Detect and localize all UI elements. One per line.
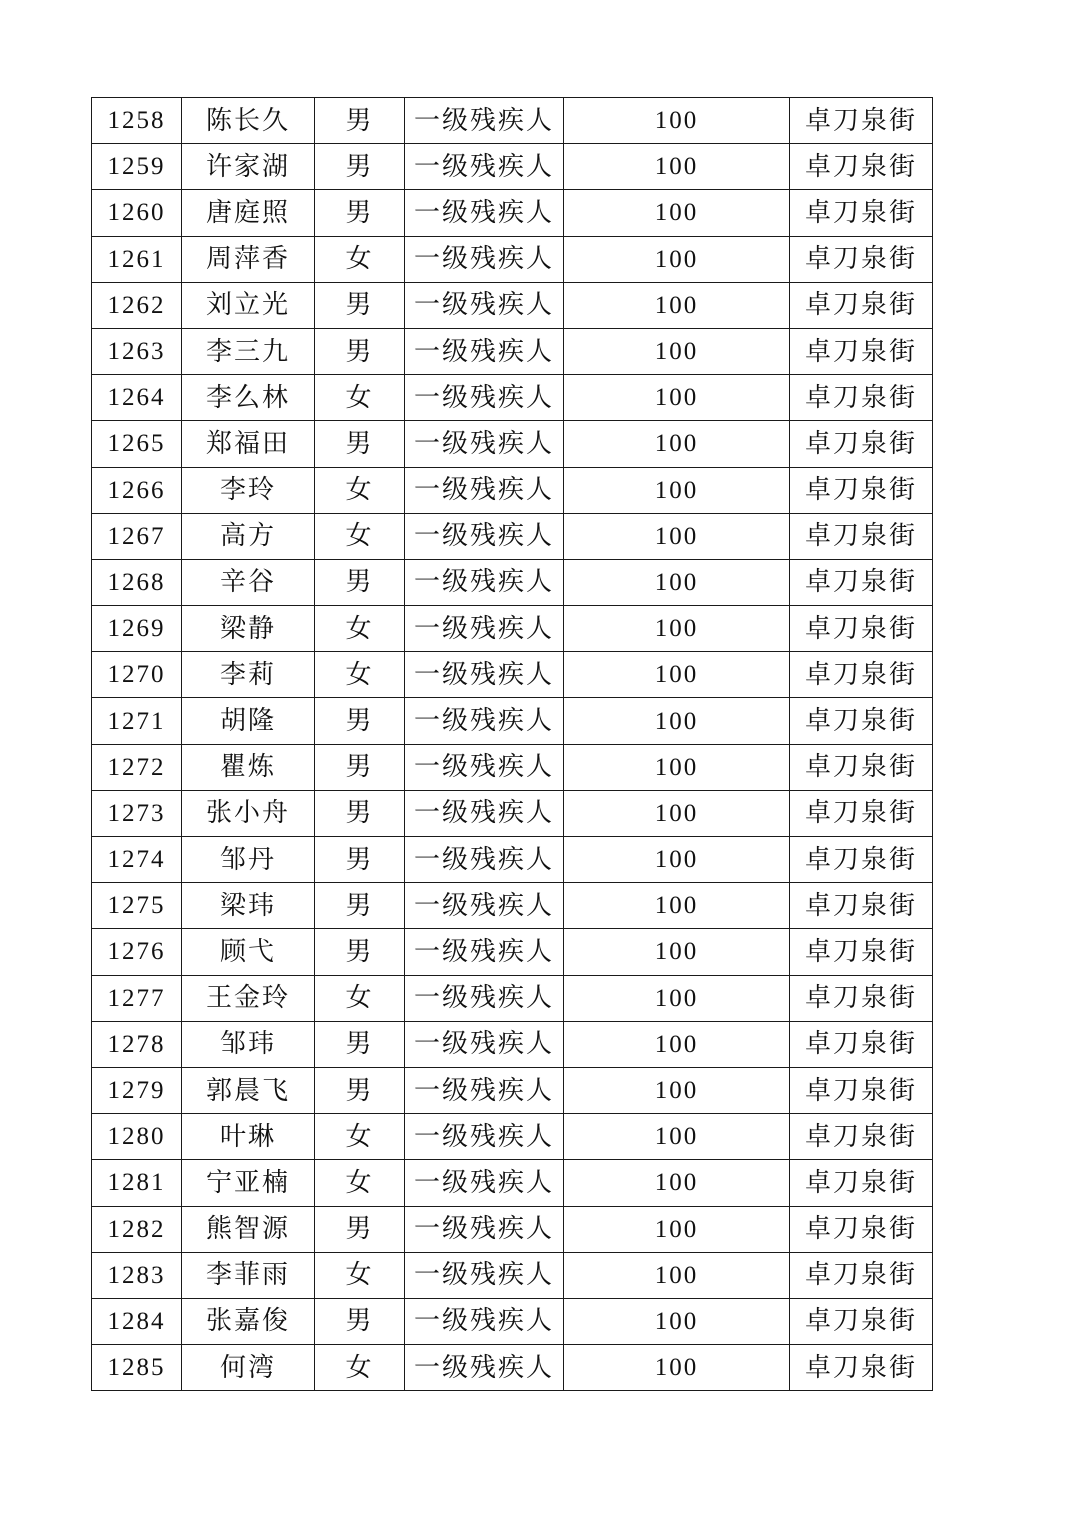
row-number-cell: 1261 — [92, 236, 182, 282]
amount-cell: 100 — [564, 929, 790, 975]
table-row — [92, 790, 933, 836]
name-cell: 邹丹 — [182, 837, 315, 883]
gender-cell: 女 — [315, 236, 405, 282]
disability-level-cell: 一级残疾人 — [405, 98, 564, 144]
table-row — [92, 1252, 933, 1298]
gender-cell: 女 — [315, 975, 405, 1021]
row-number-cell: 1275 — [92, 883, 182, 929]
table-row — [92, 883, 933, 929]
amount-cell: 100 — [564, 1345, 790, 1391]
gender-cell: 男 — [315, 421, 405, 467]
gender-cell: 女 — [315, 1345, 405, 1391]
gender-cell: 男 — [315, 837, 405, 883]
table-row — [92, 144, 933, 190]
row-number-cell: 1280 — [92, 1114, 182, 1160]
street-cell: 卓刀泉街 — [790, 144, 933, 190]
street-cell: 卓刀泉街 — [790, 1021, 933, 1067]
name-cell: 李么林 — [182, 375, 315, 421]
name-cell: 顾弋 — [182, 929, 315, 975]
gender-cell: 男 — [315, 1206, 405, 1252]
street-cell: 卓刀泉街 — [790, 98, 933, 144]
row-number-cell: 1269 — [92, 606, 182, 652]
disability-level-cell: 一级残疾人 — [405, 144, 564, 190]
table-row — [92, 1114, 933, 1160]
name-cell: 李三九 — [182, 328, 315, 374]
table-row — [92, 1160, 933, 1206]
table-row — [92, 328, 933, 374]
gender-cell: 男 — [315, 190, 405, 236]
disability-level-cell: 一级残疾人 — [405, 1114, 564, 1160]
gender-cell: 男 — [315, 144, 405, 190]
street-cell: 卓刀泉街 — [790, 698, 933, 744]
street-cell: 卓刀泉街 — [790, 975, 933, 1021]
row-number-cell: 1260 — [92, 190, 182, 236]
street-cell: 卓刀泉街 — [790, 559, 933, 605]
table-row — [92, 652, 933, 698]
street-cell: 卓刀泉街 — [790, 375, 933, 421]
street-cell: 卓刀泉街 — [790, 513, 933, 559]
table-row — [92, 375, 933, 421]
amount-cell: 100 — [564, 883, 790, 929]
amount-cell: 100 — [564, 421, 790, 467]
row-number-cell: 1268 — [92, 559, 182, 605]
street-cell: 卓刀泉街 — [790, 328, 933, 374]
gender-cell: 女 — [315, 1252, 405, 1298]
disability-level-cell: 一级残疾人 — [405, 328, 564, 374]
table-body — [92, 98, 933, 1391]
amount-cell: 100 — [564, 1252, 790, 1298]
name-cell: 刘立光 — [182, 282, 315, 328]
street-cell: 卓刀泉街 — [790, 1252, 933, 1298]
name-cell: 周萍香 — [182, 236, 315, 282]
name-cell: 唐庭照 — [182, 190, 315, 236]
street-cell: 卓刀泉街 — [790, 236, 933, 282]
amount-cell: 100 — [564, 1021, 790, 1067]
disability-level-cell: 一级残疾人 — [405, 606, 564, 652]
amount-cell: 100 — [564, 375, 790, 421]
amount-cell: 100 — [564, 790, 790, 836]
row-number-cell: 1279 — [92, 1067, 182, 1113]
gender-cell: 男 — [315, 744, 405, 790]
disability-level-cell: 一级残疾人 — [405, 1345, 564, 1391]
name-cell: 何湾 — [182, 1345, 315, 1391]
name-cell: 许家湖 — [182, 144, 315, 190]
table-row — [92, 606, 933, 652]
table-row — [92, 1067, 933, 1113]
amount-cell: 100 — [564, 744, 790, 790]
street-cell: 卓刀泉街 — [790, 744, 933, 790]
amount-cell: 100 — [564, 1067, 790, 1113]
table-row — [92, 467, 933, 513]
name-cell: 郑福田 — [182, 421, 315, 467]
disability-level-cell: 一级残疾人 — [405, 1067, 564, 1113]
name-cell: 邹玮 — [182, 1021, 315, 1067]
disability-level-cell: 一级残疾人 — [405, 1206, 564, 1252]
street-cell: 卓刀泉街 — [790, 1114, 933, 1160]
name-cell: 郭晨飞 — [182, 1067, 315, 1113]
gender-cell: 男 — [315, 790, 405, 836]
gender-cell: 男 — [315, 698, 405, 744]
row-number-cell: 1282 — [92, 1206, 182, 1252]
name-cell: 宁亚楠 — [182, 1160, 315, 1206]
table-row — [92, 282, 933, 328]
disability-level-cell: 一级残疾人 — [405, 975, 564, 1021]
disability-level-cell: 一级残疾人 — [405, 236, 564, 282]
street-cell: 卓刀泉街 — [790, 1160, 933, 1206]
street-cell: 卓刀泉街 — [790, 1298, 933, 1344]
disability-level-cell: 一级残疾人 — [405, 698, 564, 744]
gender-cell: 男 — [315, 929, 405, 975]
table-row — [92, 513, 933, 559]
street-cell: 卓刀泉街 — [790, 1345, 933, 1391]
table-row — [92, 744, 933, 790]
amount-cell: 100 — [564, 328, 790, 374]
gender-cell: 女 — [315, 513, 405, 559]
gender-cell: 男 — [315, 282, 405, 328]
disability-level-cell: 一级残疾人 — [405, 652, 564, 698]
name-cell: 王金玲 — [182, 975, 315, 1021]
table-row — [92, 190, 933, 236]
row-number-cell: 1270 — [92, 652, 182, 698]
row-number-cell: 1277 — [92, 975, 182, 1021]
street-cell: 卓刀泉街 — [790, 883, 933, 929]
gender-cell: 女 — [315, 1114, 405, 1160]
row-number-cell: 1274 — [92, 837, 182, 883]
disability-level-cell: 一级残疾人 — [405, 190, 564, 236]
street-cell: 卓刀泉街 — [790, 467, 933, 513]
street-cell: 卓刀泉街 — [790, 1206, 933, 1252]
row-number-cell: 1272 — [92, 744, 182, 790]
table-row — [92, 559, 933, 605]
name-cell: 瞿炼 — [182, 744, 315, 790]
row-number-cell: 1265 — [92, 421, 182, 467]
street-cell: 卓刀泉街 — [790, 421, 933, 467]
disability-level-cell: 一级残疾人 — [405, 559, 564, 605]
amount-cell: 100 — [564, 236, 790, 282]
street-cell: 卓刀泉街 — [790, 282, 933, 328]
disability-level-cell: 一级残疾人 — [405, 467, 564, 513]
row-number-cell: 1263 — [92, 328, 182, 374]
disability-level-cell: 一级残疾人 — [405, 837, 564, 883]
name-cell: 梁静 — [182, 606, 315, 652]
name-cell: 叶琳 — [182, 1114, 315, 1160]
name-cell: 梁玮 — [182, 883, 315, 929]
gender-cell: 男 — [315, 328, 405, 374]
amount-cell: 100 — [564, 144, 790, 190]
name-cell: 李玲 — [182, 467, 315, 513]
disability-level-cell: 一级残疾人 — [405, 744, 564, 790]
disability-level-cell: 一级残疾人 — [405, 1160, 564, 1206]
disability-level-cell: 一级残疾人 — [405, 883, 564, 929]
table-row — [92, 929, 933, 975]
gender-cell: 女 — [315, 467, 405, 513]
row-number-cell: 1283 — [92, 1252, 182, 1298]
name-cell: 李菲雨 — [182, 1252, 315, 1298]
street-cell: 卓刀泉街 — [790, 190, 933, 236]
amount-cell: 100 — [564, 652, 790, 698]
gender-cell: 男 — [315, 98, 405, 144]
amount-cell: 100 — [564, 467, 790, 513]
gender-cell: 男 — [315, 559, 405, 605]
gender-cell: 女 — [315, 652, 405, 698]
row-number-cell: 1285 — [92, 1345, 182, 1391]
row-number-cell: 1264 — [92, 375, 182, 421]
disability-level-cell: 一级残疾人 — [405, 1021, 564, 1067]
gender-cell: 男 — [315, 883, 405, 929]
name-cell: 张嘉俊 — [182, 1298, 315, 1344]
amount-cell: 100 — [564, 837, 790, 883]
street-cell: 卓刀泉街 — [790, 929, 933, 975]
name-cell: 陈长久 — [182, 98, 315, 144]
amount-cell: 100 — [564, 190, 790, 236]
row-number-cell: 1267 — [92, 513, 182, 559]
name-cell: 张小舟 — [182, 790, 315, 836]
disability-level-cell: 一级残疾人 — [405, 1298, 564, 1344]
disability-level-cell: 一级残疾人 — [405, 375, 564, 421]
row-number-cell: 1273 — [92, 790, 182, 836]
street-cell: 卓刀泉街 — [790, 606, 933, 652]
amount-cell: 100 — [564, 1298, 790, 1344]
amount-cell: 100 — [564, 606, 790, 652]
table-row — [92, 1345, 933, 1391]
name-cell: 胡隆 — [182, 698, 315, 744]
table-row — [92, 975, 933, 1021]
row-number-cell: 1278 — [92, 1021, 182, 1067]
amount-cell: 100 — [564, 98, 790, 144]
amount-cell: 100 — [564, 1160, 790, 1206]
table-row — [92, 236, 933, 282]
amount-cell: 100 — [564, 559, 790, 605]
gender-cell: 男 — [315, 1021, 405, 1067]
name-cell: 李莉 — [182, 652, 315, 698]
table-row — [92, 1021, 933, 1067]
row-number-cell: 1284 — [92, 1298, 182, 1344]
row-number-cell: 1258 — [92, 98, 182, 144]
disability-level-cell: 一级残疾人 — [405, 1252, 564, 1298]
amount-cell: 100 — [564, 698, 790, 744]
table-row — [92, 698, 933, 744]
row-number-cell: 1276 — [92, 929, 182, 975]
beneficiary-table — [91, 97, 933, 1391]
table-row — [92, 1206, 933, 1252]
disability-level-cell: 一级残疾人 — [405, 790, 564, 836]
amount-cell: 100 — [564, 975, 790, 1021]
gender-cell: 男 — [315, 1067, 405, 1113]
gender-cell: 女 — [315, 1160, 405, 1206]
street-cell: 卓刀泉街 — [790, 1067, 933, 1113]
disability-level-cell: 一级残疾人 — [405, 282, 564, 328]
disability-level-cell: 一级残疾人 — [405, 929, 564, 975]
name-cell: 辛谷 — [182, 559, 315, 605]
table-row — [92, 837, 933, 883]
gender-cell: 女 — [315, 606, 405, 652]
amount-cell: 100 — [564, 1206, 790, 1252]
amount-cell: 100 — [564, 282, 790, 328]
amount-cell: 100 — [564, 513, 790, 559]
name-cell: 熊智源 — [182, 1206, 315, 1252]
row-number-cell: 1262 — [92, 282, 182, 328]
street-cell: 卓刀泉街 — [790, 837, 933, 883]
row-number-cell: 1259 — [92, 144, 182, 190]
row-number-cell: 1281 — [92, 1160, 182, 1206]
gender-cell: 女 — [315, 375, 405, 421]
row-number-cell: 1266 — [92, 467, 182, 513]
table-row — [92, 1298, 933, 1344]
gender-cell: 男 — [315, 1298, 405, 1344]
street-cell: 卓刀泉街 — [790, 790, 933, 836]
table-row — [92, 98, 933, 144]
row-number-cell: 1271 — [92, 698, 182, 744]
name-cell: 高方 — [182, 513, 315, 559]
table-row — [92, 421, 933, 467]
disability-level-cell: 一级残疾人 — [405, 513, 564, 559]
street-cell: 卓刀泉街 — [790, 652, 933, 698]
disability-level-cell: 一级残疾人 — [405, 421, 564, 467]
amount-cell: 100 — [564, 1114, 790, 1160]
